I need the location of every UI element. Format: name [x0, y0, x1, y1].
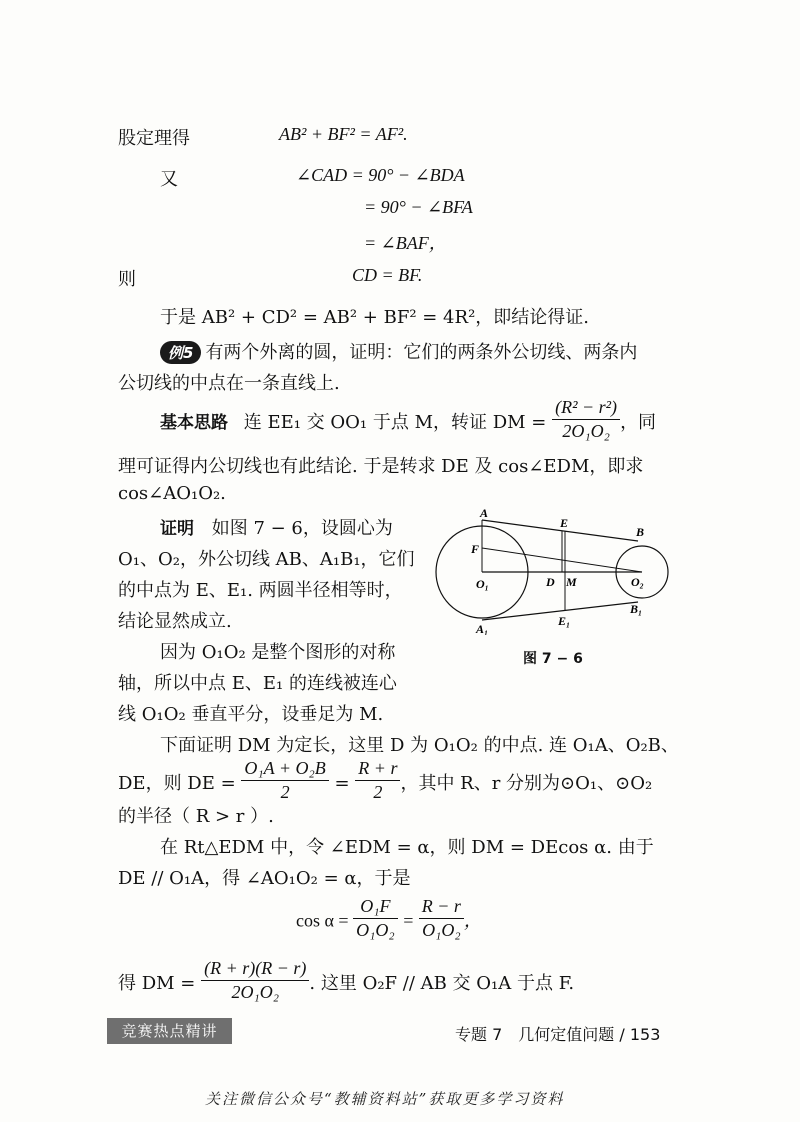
label-f: F	[471, 542, 480, 556]
proof-line1	[160, 514, 393, 540]
para3-line1: 在 Rt△EDM 中，令 ∠EDM = α，则 DM = DEcos α. 由于	[160, 837, 654, 858]
cos-frac2-num: R − r	[419, 896, 464, 919]
example-badge: 例5	[160, 341, 201, 364]
para2-frac2-num: R + r	[355, 758, 400, 781]
last-frac-den: 2O₁O₂	[231, 981, 280, 1002]
idea-frac-den: 2O₁O₂	[562, 420, 610, 441]
label-o2: O₂	[631, 575, 644, 589]
cos-fraction-1	[353, 896, 398, 940]
idea-title: 基本思路	[160, 413, 228, 434]
proof-line4: 结论显然成立.	[118, 611, 232, 632]
cos-tail: ，	[463, 910, 482, 931]
para2-fraction-2	[355, 758, 400, 802]
line-label-you: 又	[160, 169, 178, 190]
conclusion-line: 于是 AB² + CD² = AB² + BF² = 4R²，即结论得证.	[160, 307, 590, 328]
proof-line6: 轴，所以中点 E、E₁ 的连线被连心	[118, 673, 397, 694]
footer-chapter-title: 专题 7 几何定值问题 /	[455, 1025, 625, 1044]
equation-1: AB² + BF² = AF².	[279, 124, 408, 144]
para2-line3: 的半径（ R > r ）.	[118, 806, 274, 827]
proof-line3: 的中点为 E、E₁. 两圆半径相等时，	[118, 580, 403, 601]
footer-section-tag: 竞赛热点精讲	[107, 1018, 232, 1044]
label-m: M	[566, 575, 577, 589]
line-label-ze: 则	[118, 269, 136, 290]
para2-eq: =	[334, 773, 350, 795]
proof-text-1: 如图 7 − 6，设圆心为	[211, 518, 393, 539]
cos-frac1-den: O₁O₂	[356, 919, 395, 940]
idea-text-b: ，同	[620, 412, 657, 434]
last-fraction	[201, 958, 309, 1002]
cos-lhs: cos α =	[296, 910, 349, 931]
line-label-gougu: 股定理得	[118, 128, 190, 149]
equation-2: ∠CAD = 90° − ∠BDA	[296, 165, 465, 185]
last-line	[118, 958, 575, 1002]
label-e1: E₁	[558, 614, 571, 628]
figure-caption: 图 7 − 6	[523, 651, 583, 667]
para2-fraction-1	[241, 758, 328, 802]
example-5-line1	[160, 338, 637, 364]
label-a: A	[480, 506, 489, 520]
last-text-b: . 这里 O₂F // AB 交 O₁A 于点 F.	[309, 973, 575, 995]
idea-line3: cos∠AO₁O₂.	[118, 483, 226, 504]
last-text-a: 得 DM =	[118, 973, 196, 995]
label-b1: B₁	[630, 602, 643, 616]
cos-frac2-den: O₁O₂	[422, 919, 461, 940]
para2-text-a: DE，则 DE =	[118, 773, 236, 795]
label-e: E	[560, 516, 569, 530]
proof-line5: 因为 O₁O₂ 是整个图形的对称	[160, 642, 396, 663]
last-frac-num: (R + r)(R − r)	[201, 958, 309, 981]
cos-eq: =	[402, 910, 415, 931]
idea-frac-num: (R² − r²)	[552, 397, 620, 420]
para2-line1: 下面证明 DM 为定长，这里 D 为 O₁O₂ 的中点. 连 O₁A、O₂B、	[160, 735, 679, 756]
para2-frac1-den: 2	[280, 781, 290, 802]
idea-line1	[160, 397, 657, 441]
figure-7-6	[430, 505, 680, 635]
cos-frac1-num: O₁F	[353, 896, 398, 919]
idea-line2: 理可证得内公切线也有此结论. 于是转求 DE 及 cos∠EDM，即求	[118, 456, 644, 477]
proof-line2: O₁、O₂，外公切线 AB、A₁B₁，它们	[118, 549, 415, 570]
equation-3: = 90° − ∠BFA	[364, 197, 473, 217]
para2-frac1-num: O₁A + O₂B	[241, 758, 328, 781]
para2-line2	[118, 758, 653, 802]
label-o1: O₁	[476, 577, 489, 591]
para2-text-b: ，其中 R、r 分别为⊙O₁、⊙O₂	[400, 773, 653, 795]
footer-chapter	[455, 1022, 660, 1045]
cos-fraction-2	[419, 896, 464, 940]
equation-5: CD = BF.	[352, 265, 423, 285]
watermark-text: 关注微信公众号“教辅资料站”获取更多学习资料	[205, 1090, 565, 1108]
page-number: 153	[629, 1025, 661, 1044]
label-b: B	[636, 525, 645, 539]
label-d: D	[546, 575, 555, 589]
para2-frac2-den: 2	[373, 781, 383, 802]
idea-text-a: 连 EE₁ 交 OO₁ 于点 M，转证 DM =	[243, 412, 547, 434]
para3-line2: DE // O₁A，得 ∠AO₁O₂ = α，于是	[118, 868, 411, 889]
cos-equation	[296, 896, 482, 940]
proof-line7: 线 O₁O₂ 垂直平分，设垂足为 M.	[118, 704, 384, 725]
equation-4: = ∠BAF，	[364, 233, 447, 253]
label-a1: A₁	[476, 622, 489, 635]
idea-fraction	[552, 397, 620, 441]
example-text-1: 有两个外离的圆，证明：它们的两条外公切线、两条内	[205, 342, 638, 363]
proof-title: 证明	[160, 519, 194, 539]
example-5-line2: 公切线的中点在一条直线上.	[118, 373, 340, 394]
